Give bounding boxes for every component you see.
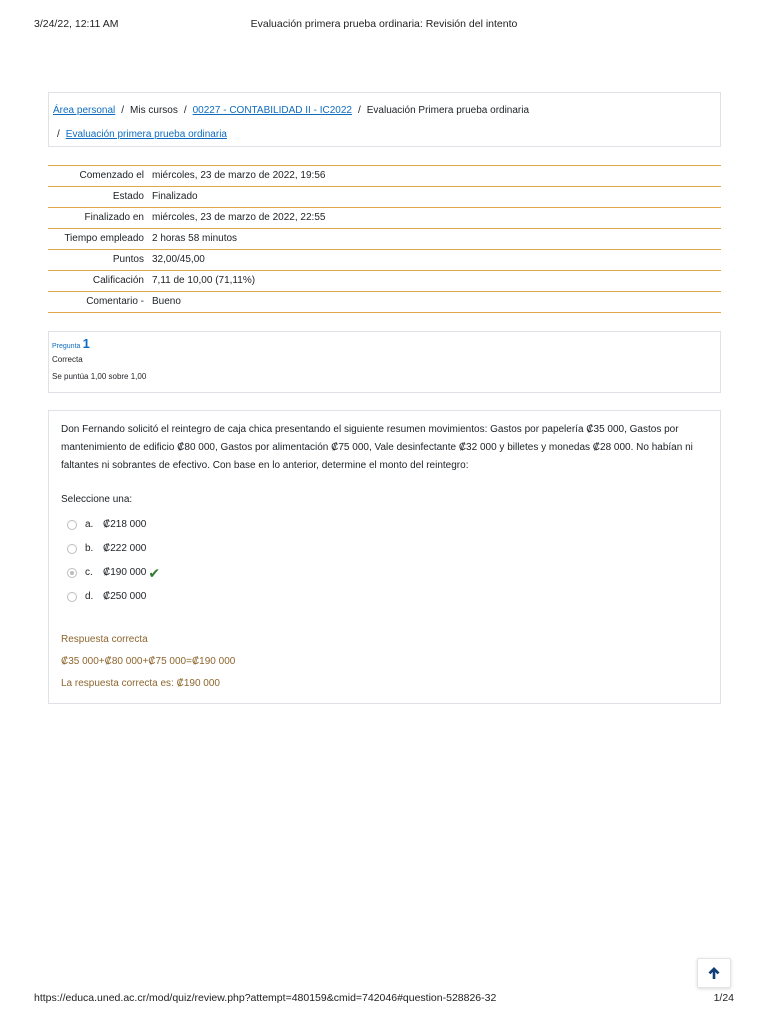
answer-text: ₡218 000 [103, 519, 147, 530]
answer-text: ₡190 000 [103, 567, 147, 578]
question-number-value: 1 [82, 336, 90, 351]
summary-value: Bueno [152, 296, 181, 307]
answer-letter: d. [85, 591, 94, 602]
summary-label: Comentario - [86, 296, 144, 307]
print-page-number: 1/24 [713, 992, 734, 1004]
question-number [52, 336, 717, 351]
table-row [48, 187, 721, 208]
table-row [48, 292, 721, 313]
breadcrumb: Área personal / Mis cursos / 00227 - CONTABILIDAD II - IC2022 / Evaluación Primera prueba ordinaria / Evaluación primera prueba ordinaria [48, 92, 721, 147]
question-state: Correcta [52, 355, 83, 364]
breadcrumb-area-personal[interactable]: Área personal [53, 105, 116, 116]
radio-button[interactable] [67, 544, 77, 554]
arrow-up-icon [707, 966, 721, 980]
summary-value: Finalizado [152, 191, 198, 202]
breadcrumb-course[interactable]: 00227 - CONTABILIDAD II - IC2022 [192, 105, 352, 116]
summary-value: 2 horas 58 minutos [152, 233, 238, 244]
answer-list [61, 513, 708, 609]
radio-button-selected[interactable] [67, 568, 77, 578]
summary-label: Calificación [92, 275, 144, 286]
feedback-explanation: ₡35 000+₡80 000+₡75 000=₡190 000 [61, 656, 236, 667]
question-grade: Se puntúa 1,00 sobre 1,00 [52, 372, 147, 381]
table-row [48, 208, 721, 229]
summary-value: 32,00/45,00 [152, 254, 205, 265]
answer-prompt: Seleccione una: [61, 494, 133, 505]
question-text: Don Fernando solicitó el reintegro de caja chica presentando el siguiente resumen movimientos: Gastos por papelería ₡35 000, Gastos por mantenimiento de edificio ₡80 000, Gastos por alimentación ₡75 000, Vale desinfectante ₡32 000 y billetes y monedas ₡28 000. No habían ni faltantes ni sobrantes de efectivo. Con base en lo anterior, determine el monto del reintegro: [61, 424, 693, 471]
summary-label: Comenzado el [79, 170, 144, 181]
answer-option-b[interactable] [61, 537, 708, 561]
radio-button[interactable] [67, 520, 77, 530]
summary-label: Estado [112, 191, 144, 202]
answer-letter: b. [85, 543, 94, 554]
summary-value: miércoles, 23 de marzo de 2022, 19:56 [152, 170, 326, 181]
breadcrumb-section: Evaluación Primera prueba ordinaria [366, 105, 530, 116]
table-row [48, 250, 721, 271]
answer-letter: c. [85, 567, 93, 578]
breadcrumb-quiz[interactable]: Evaluación primera prueba ordinaria [65, 129, 227, 140]
radio-button[interactable] [67, 592, 77, 602]
print-datetime: 3/24/22, 12:11 AM [34, 18, 119, 30]
answer-text: ₡222 000 [103, 543, 147, 554]
table-row [48, 166, 721, 187]
answer-letter: a. [85, 519, 94, 530]
print-page-title: Evaluación primera prueba ordinaria: Revisión del intento [250, 18, 518, 30]
answer-option-d[interactable] [61, 585, 708, 609]
feedback-right-answer: La respuesta correcta es: ₡190 000 [61, 678, 220, 689]
print-url: https://educa.uned.ac.cr/mod/quiz/review.php?attempt=480159&cmid=742046#question-528826-32 [34, 992, 497, 1004]
feedback-status: Respuesta correcta [61, 634, 148, 645]
attempt-summary-table [48, 165, 721, 313]
question-feedback [61, 629, 235, 695]
summary-label: Tiempo empleado [64, 233, 144, 244]
answer-option-a[interactable] [61, 513, 708, 537]
correct-check-icon: ✔ [148, 565, 161, 581]
table-row [48, 271, 721, 292]
question-content [48, 410, 721, 704]
back-to-top-button[interactable] [697, 958, 731, 988]
table-row [48, 229, 721, 250]
answer-option-c[interactable] [61, 561, 708, 585]
question-info [48, 331, 721, 393]
question-number-label: Pregunta [52, 343, 81, 350]
summary-label: Puntos [112, 254, 144, 265]
summary-value: 7,11 de 10,00 (71,11%) [152, 275, 256, 286]
summary-label: Finalizado en [84, 212, 144, 223]
breadcrumb-mis-cursos: Mis cursos [130, 105, 178, 116]
summary-value: miércoles, 23 de marzo de 2022, 22:55 [152, 212, 326, 223]
answer-text: ₡250 000 [103, 591, 147, 602]
